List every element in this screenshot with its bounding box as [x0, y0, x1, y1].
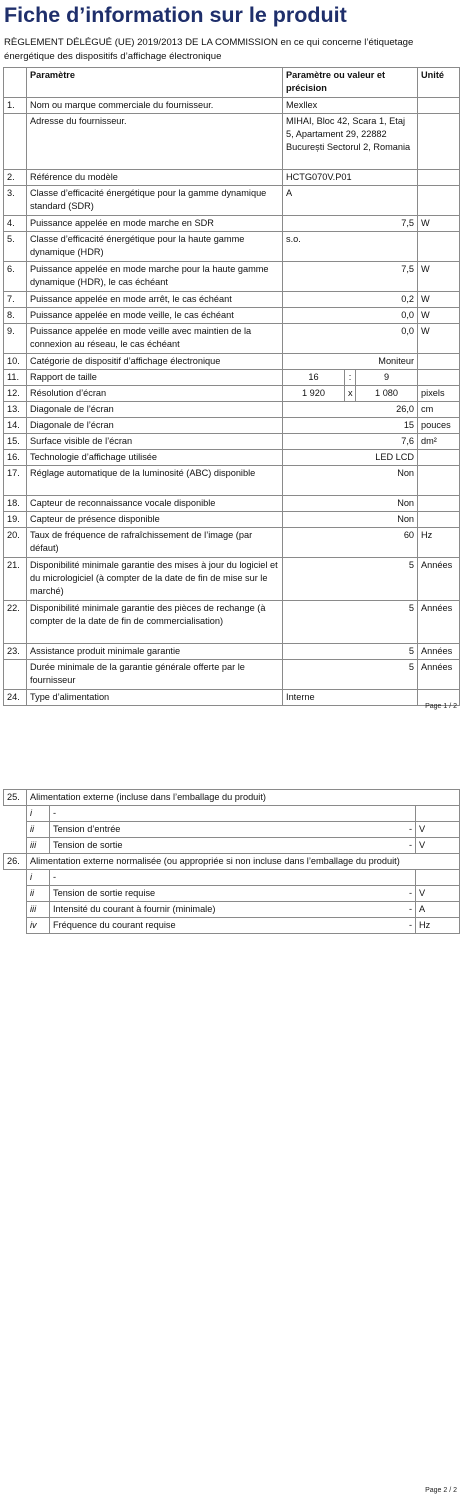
table-row — [4, 170, 460, 186]
table-row — [4, 644, 460, 660]
table-row — [4, 370, 460, 386]
row-sub-index: ii — [27, 886, 50, 902]
table-row — [4, 496, 460, 512]
row-value: 7,5 — [283, 262, 418, 292]
row-number: 25. — [4, 790, 27, 806]
row-unit: Hz — [416, 918, 460, 934]
table-row — [4, 386, 460, 402]
row-number — [4, 870, 27, 886]
row-label: Puissance appelée en mode arrêt, le cas échéant — [27, 292, 283, 308]
row-number: 9. — [4, 324, 27, 354]
table-row — [4, 308, 460, 324]
row-unit — [418, 232, 460, 262]
row-value: Moniteur — [283, 354, 418, 370]
row-label: Puissance appelée en mode marche en SDR — [27, 216, 283, 232]
row-unit: Années — [418, 601, 460, 644]
row-label: Adresse du fournisseur. — [27, 114, 283, 170]
row-number: 3. — [4, 186, 27, 216]
row-unit: Années — [418, 644, 460, 660]
power-supply-table — [3, 789, 460, 934]
row-sub-index: ii — [27, 822, 50, 838]
row-value: Non — [283, 466, 418, 496]
row-sub-index: iv — [27, 918, 50, 934]
row-value: - — [360, 838, 416, 854]
table-row — [4, 262, 460, 292]
row-sub-index: iii — [27, 838, 50, 854]
row-unit: pouces — [418, 418, 460, 434]
row-label: Disponibilité minimale garantie des pièces de rechange (à compter de la date de fin de commercialisation) — [27, 601, 283, 644]
row-value: Non — [283, 512, 418, 528]
row-number: 5. — [4, 232, 27, 262]
row-number — [4, 918, 27, 934]
row-label: Capteur de reconnaissance vocale disponible — [27, 496, 283, 512]
row-label: Alimentation externe (incluse dans l’emballage du produit) — [27, 790, 460, 806]
row-sub-index: i — [27, 806, 50, 822]
row-sub-index: i — [27, 870, 50, 886]
row-label: Tension de sortie requise — [50, 886, 360, 902]
row-label: Rapport de taille — [27, 370, 283, 386]
row-value: LED LCD — [283, 450, 418, 466]
row-unit — [418, 450, 460, 466]
row-label: Diagonale de l’écran — [27, 418, 283, 434]
row-number: 7. — [4, 292, 27, 308]
row-label: Nom ou marque commerciale du fournisseur. — [27, 98, 283, 114]
table-row — [4, 918, 460, 934]
row-label: Tension de sortie — [50, 838, 360, 854]
row-number: 13. — [4, 402, 27, 418]
table-row — [4, 402, 460, 418]
row-unit: Années — [418, 660, 460, 690]
row-number: 14. — [4, 418, 27, 434]
resolution-width-value: 1 920 — [283, 386, 345, 402]
row-value: Non — [283, 496, 418, 512]
header-value: Paramètre ou valeur et précision — [283, 68, 418, 98]
row-unit: V — [416, 838, 460, 854]
row-unit: V — [416, 886, 460, 902]
row-number — [4, 886, 27, 902]
row-number — [4, 806, 27, 822]
table-row — [4, 512, 460, 528]
row-number: 24. — [4, 690, 27, 706]
row-unit: W — [418, 308, 460, 324]
row-value: s.o. — [283, 232, 418, 262]
row-value: 5 — [283, 644, 418, 660]
row-number — [4, 660, 27, 690]
ratio-separator: : — [345, 370, 356, 386]
row-value: 7,5 — [283, 216, 418, 232]
table-row — [4, 434, 460, 450]
row-value: Interne — [283, 690, 418, 706]
row-number: 10. — [4, 354, 27, 370]
ratio-width-value: 16 — [283, 370, 345, 386]
row-number: 16. — [4, 450, 27, 466]
row-label: Puissance appelée en mode veille avec maintien de la connexion au réseau, le cas échéant — [27, 324, 283, 354]
row-label: Capteur de présence disponible — [27, 512, 283, 528]
row-label: Durée minimale de la garantie générale offerte par le fournisseur — [27, 660, 283, 690]
row-unit: W — [418, 324, 460, 354]
row-label: Type d’alimentation — [27, 690, 283, 706]
row-value: - — [360, 886, 416, 902]
row-unit: dm² — [418, 434, 460, 450]
row-number: 19. — [4, 512, 27, 528]
row-value: 7,6 — [283, 434, 418, 450]
row-value: A — [283, 186, 418, 216]
row-value: Mexllex — [283, 98, 418, 114]
row-label: Référence du modèle — [27, 170, 283, 186]
ratio-height-value: 9 — [356, 370, 418, 386]
row-unit — [418, 512, 460, 528]
row-value: 15 — [283, 418, 418, 434]
row-number — [4, 902, 27, 918]
table-header-row — [4, 68, 460, 98]
product-info-table — [3, 67, 460, 706]
page-title: Fiche d’information sur le produit — [4, 3, 347, 27]
row-label: Disponibilité minimale garantie des mises à jour du logiciel et du micrologiciel (à compter de la date de fin de mise sur le marché) — [27, 558, 283, 601]
page-number: Page 2 / 2 — [425, 1487, 457, 1494]
row-number: 21. — [4, 558, 27, 601]
table-row — [4, 466, 460, 496]
table-row — [4, 601, 460, 644]
row-value: 0,2 — [283, 292, 418, 308]
table-row — [4, 690, 460, 706]
row-value: 5 — [283, 601, 418, 644]
resolution-separator: x — [345, 386, 356, 402]
row-label: Classe d’efficacité énergétique pour la haute gamme dynamique (HDR) — [27, 232, 283, 262]
table-row — [4, 790, 460, 806]
row-label: Diagonale de l’écran — [27, 402, 283, 418]
row-number: 4. — [4, 216, 27, 232]
row-number — [4, 838, 27, 854]
row-value: 5 — [283, 558, 418, 601]
row-unit: pixels — [418, 386, 460, 402]
row-label: Réglage automatique de la luminosité (ABC) disponible — [27, 466, 283, 496]
table-row — [4, 354, 460, 370]
row-label: Surface visible de l’écran — [27, 434, 283, 450]
row-value: 26,0 — [283, 402, 418, 418]
table-row — [4, 324, 460, 354]
row-label: Catégorie de dispositif d’affichage électronique — [27, 354, 283, 370]
row-number: 18. — [4, 496, 27, 512]
row-value: - — [360, 918, 416, 934]
table-row — [4, 558, 460, 601]
row-value: HCTG070V.P01 — [283, 170, 418, 186]
regulation-subtitle: RÈGLEMENT DÉLÉGUÉ (UE) 2019/2013 DE LA COMMISSION en ce qui concerne l’étiquetage énergétique des dispositifs d’affichage électronique — [4, 37, 414, 62]
table-row — [4, 186, 460, 216]
row-value: 0,0 — [283, 308, 418, 324]
row-number — [4, 822, 27, 838]
row-label: Taux de fréquence de rafraîchissement de l’image (par défaut) — [27, 528, 283, 558]
row-label: Classe d’efficacité énergétique pour la gamme dynamique standard (SDR) — [27, 186, 283, 216]
table-row — [4, 660, 460, 690]
page-number: Page 1 / 2 — [425, 703, 457, 710]
table-row — [4, 838, 460, 854]
header-unit: Unité — [418, 68, 460, 98]
row-label: Puissance appelée en mode marche pour la haute gamme dynamique (HDR), le cas échéant — [27, 262, 283, 292]
table-row — [4, 216, 460, 232]
row-unit: V — [416, 822, 460, 838]
row-label: Tension d’entrée — [50, 822, 360, 838]
table-row — [4, 886, 460, 902]
row-unit — [418, 354, 460, 370]
table-row — [4, 292, 460, 308]
row-value: - — [360, 902, 416, 918]
table-row — [4, 806, 460, 822]
table-row — [4, 450, 460, 466]
row-unit: W — [418, 216, 460, 232]
table-row — [4, 854, 460, 870]
row-unit: Hz — [418, 528, 460, 558]
row-number: 22. — [4, 601, 27, 644]
row-number: 26. — [4, 854, 27, 870]
row-number: 12. — [4, 386, 27, 402]
row-label: Résolution d’écran — [27, 386, 283, 402]
row-number: 23. — [4, 644, 27, 660]
row-number — [4, 114, 27, 170]
row-label: Puissance appelée en mode veille, le cas échéant — [27, 308, 283, 324]
row-unit — [418, 186, 460, 216]
row-value — [360, 870, 416, 886]
row-value: 5 — [283, 660, 418, 690]
row-number: 11. — [4, 370, 27, 386]
table-row — [4, 232, 460, 262]
row-value: - — [360, 822, 416, 838]
table-row — [4, 98, 460, 114]
row-label: Technologie d’affichage utilisée — [27, 450, 283, 466]
header-num — [4, 68, 27, 98]
row-label: Intensité du courant à fournir (minimale) — [50, 902, 360, 918]
table-row — [4, 528, 460, 558]
row-number: 6. — [4, 262, 27, 292]
row-label: - — [50, 870, 360, 886]
row-label: Fréquence du courant requise — [50, 918, 360, 934]
row-value — [360, 806, 416, 822]
row-unit — [416, 806, 460, 822]
row-unit: W — [418, 292, 460, 308]
row-number: 1. — [4, 98, 27, 114]
row-number: 15. — [4, 434, 27, 450]
row-number: 17. — [4, 466, 27, 496]
header-param: Paramètre — [27, 68, 283, 98]
table-row — [4, 822, 460, 838]
row-unit — [418, 496, 460, 512]
row-number: 8. — [4, 308, 27, 324]
row-unit: W — [418, 262, 460, 292]
row-unit — [418, 114, 460, 170]
table-row — [4, 870, 460, 886]
row-unit — [416, 870, 460, 886]
table-row — [4, 902, 460, 918]
row-unit — [418, 370, 460, 386]
table-row — [4, 418, 460, 434]
row-value: 0,0 — [283, 324, 418, 354]
row-label: Assistance produit minimale garantie — [27, 644, 283, 660]
row-unit — [418, 466, 460, 496]
row-value: 60 — [283, 528, 418, 558]
row-unit — [418, 170, 460, 186]
row-value: MIHAI, Bloc 42, Scara 1, Etaj 5, Apartament 29, 22882 București Sectorul 2, Romania — [283, 114, 418, 170]
row-unit: A — [416, 902, 460, 918]
table-row — [4, 114, 460, 170]
resolution-height-value: 1 080 — [356, 386, 418, 402]
row-number: 20. — [4, 528, 27, 558]
row-unit — [418, 98, 460, 114]
row-unit: cm — [418, 402, 460, 418]
row-sub-index: iii — [27, 902, 50, 918]
row-label: - — [50, 806, 360, 822]
row-label: Alimentation externe normalisée (ou appropriée si non incluse dans l’emballage du produit) — [27, 854, 460, 870]
row-unit: Années — [418, 558, 460, 601]
row-number: 2. — [4, 170, 27, 186]
